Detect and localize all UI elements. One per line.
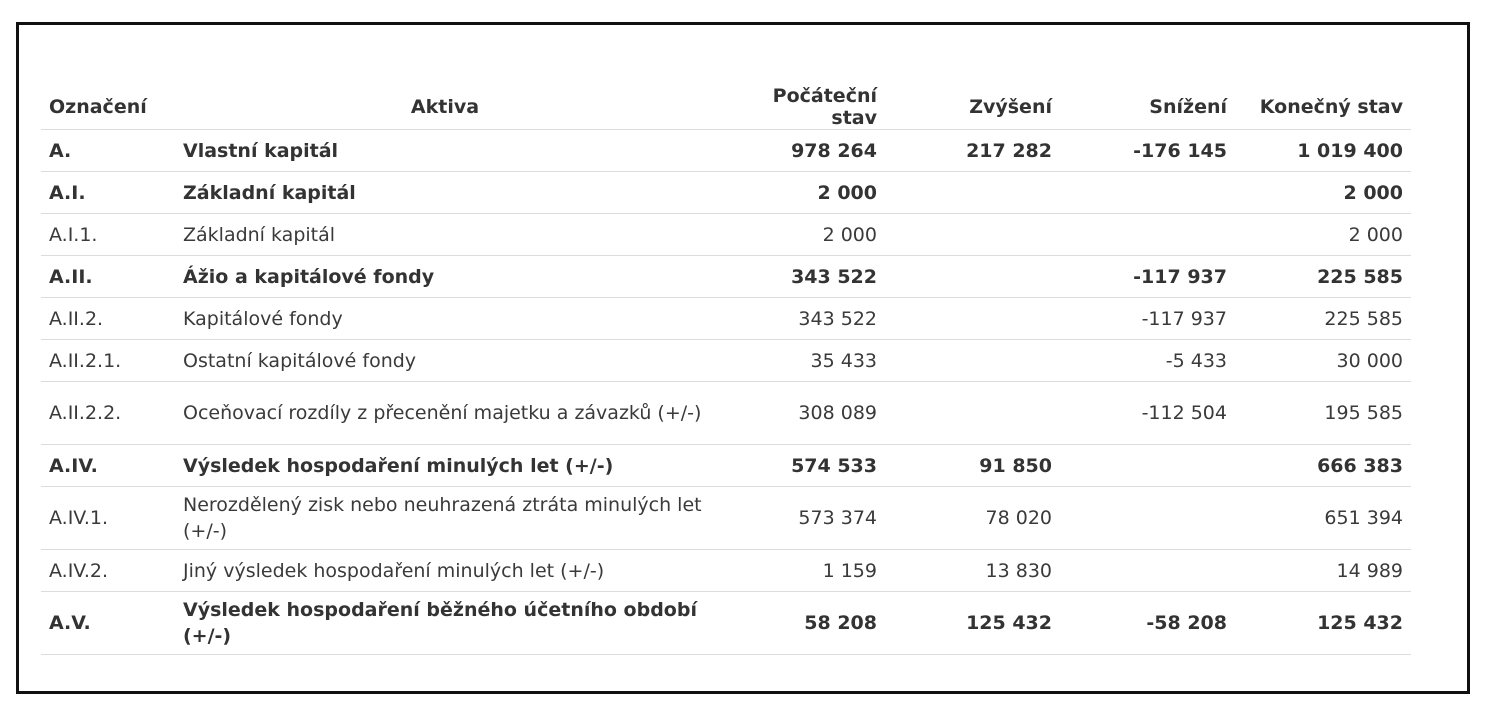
- cell-code: A.IV.: [41, 445, 175, 487]
- cell-end: 1 019 400: [1235, 130, 1411, 172]
- header-decrease: Snížení: [1060, 85, 1235, 130]
- header-end: Konečný stav: [1235, 85, 1411, 130]
- table-row: [41, 172, 1411, 214]
- cell-increase: 217 282: [885, 130, 1060, 172]
- cell-increase: 91 850: [885, 445, 1060, 487]
- table-row: [41, 130, 1411, 172]
- cell-start: 308 089: [715, 382, 885, 445]
- cell-decrease: -117 937: [1060, 256, 1235, 298]
- cell-decrease: [1060, 550, 1235, 592]
- table-row: [41, 382, 1411, 445]
- cell-code: A.I.: [41, 172, 175, 214]
- cell-name: Základní kapitál: [175, 214, 715, 256]
- cell-decrease: -5 433: [1060, 340, 1235, 382]
- cell-increase: [885, 340, 1060, 382]
- cell-code: A.II.: [41, 256, 175, 298]
- header-start: Počáteční stav: [715, 85, 885, 130]
- cell-code: A.V.: [41, 592, 175, 655]
- cell-increase: [885, 298, 1060, 340]
- header-name: Aktiva: [175, 85, 715, 130]
- cell-decrease: [1060, 172, 1235, 214]
- cell-end: 30 000: [1235, 340, 1411, 382]
- cell-start: 58 208: [715, 592, 885, 655]
- cell-name: Ostatní kapitálové fondy: [175, 340, 715, 382]
- table-row: [41, 550, 1411, 592]
- cell-start: 343 522: [715, 256, 885, 298]
- cell-code: A.IV.1.: [41, 487, 175, 550]
- cell-end: 666 383: [1235, 445, 1411, 487]
- table-row: [41, 592, 1411, 655]
- cell-code: A.IV.2.: [41, 550, 175, 592]
- cell-increase: [885, 214, 1060, 256]
- table-row: [41, 445, 1411, 487]
- equity-table: [41, 85, 1411, 655]
- cell-code: A.II.2.: [41, 298, 175, 340]
- cell-name: Jiný výsledek hospodaření minulých let (+/-): [175, 550, 715, 592]
- header-increase: Zvýšení: [885, 85, 1060, 130]
- table-row: [41, 487, 1411, 550]
- cell-name: Výsledek hospodaření minulých let (+/-): [175, 445, 715, 487]
- cell-name: Základní kapitál: [175, 172, 715, 214]
- table-row: [41, 340, 1411, 382]
- table-row: [41, 298, 1411, 340]
- cell-code: A.II.2.1.: [41, 340, 175, 382]
- cell-code: A.II.2.2.: [41, 382, 175, 445]
- cell-increase: [885, 172, 1060, 214]
- cell-decrease: -112 504: [1060, 382, 1235, 445]
- cell-end: 225 585: [1235, 298, 1411, 340]
- cell-increase: 13 830: [885, 550, 1060, 592]
- cell-start: 574 533: [715, 445, 885, 487]
- cell-start: 2 000: [715, 214, 885, 256]
- document-frame: [16, 22, 1470, 694]
- cell-end: 225 585: [1235, 256, 1411, 298]
- cell-start: 1 159: [715, 550, 885, 592]
- cell-decrease: -176 145: [1060, 130, 1235, 172]
- cell-increase: 125 432: [885, 592, 1060, 655]
- table-row: [41, 214, 1411, 256]
- table-row: [41, 256, 1411, 298]
- cell-name: Oceňovací rozdíly z přecenění majetku a závazků (+/-): [175, 382, 715, 445]
- cell-start: 978 264: [715, 130, 885, 172]
- cell-decrease: [1060, 214, 1235, 256]
- cell-decrease: -58 208: [1060, 592, 1235, 655]
- cell-end: 651 394: [1235, 487, 1411, 550]
- header-code: Označení: [41, 85, 175, 130]
- cell-increase: [885, 382, 1060, 445]
- cell-end: 2 000: [1235, 214, 1411, 256]
- cell-start: 2 000: [715, 172, 885, 214]
- cell-name: Nerozdělený zisk nebo neuhrazená ztráta minulých let (+/-): [175, 487, 715, 550]
- table-header-row: [41, 85, 1411, 130]
- cell-start: 35 433: [715, 340, 885, 382]
- cell-decrease: [1060, 445, 1235, 487]
- cell-code: A.I.1.: [41, 214, 175, 256]
- cell-name: Výsledek hospodaření běžného účetního období (+/-): [175, 592, 715, 655]
- cell-end: 14 989: [1235, 550, 1411, 592]
- cell-name: Ážio a kapitálové fondy: [175, 256, 715, 298]
- cell-end: 125 432: [1235, 592, 1411, 655]
- cell-code: A.: [41, 130, 175, 172]
- cell-increase: [885, 256, 1060, 298]
- cell-decrease: -117 937: [1060, 298, 1235, 340]
- cell-name: Vlastní kapitál: [175, 130, 715, 172]
- cell-start: 573 374: [715, 487, 885, 550]
- cell-start: 343 522: [715, 298, 885, 340]
- cell-increase: 78 020: [885, 487, 1060, 550]
- cell-decrease: [1060, 487, 1235, 550]
- cell-end: 2 000: [1235, 172, 1411, 214]
- cell-name: Kapitálové fondy: [175, 298, 715, 340]
- cell-end: 195 585: [1235, 382, 1411, 445]
